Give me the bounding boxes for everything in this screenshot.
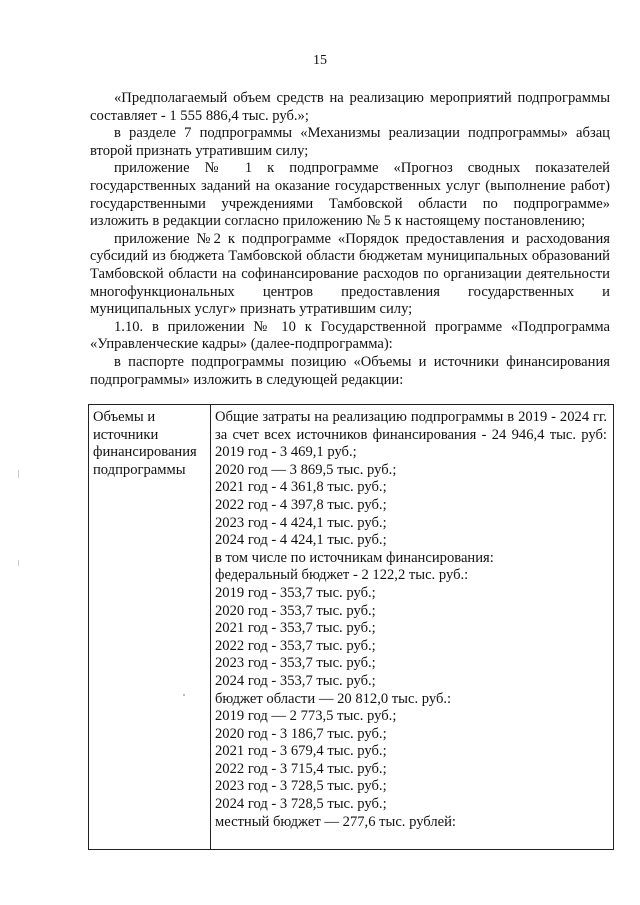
- scan-artifact: [183, 694, 185, 696]
- local-budget-heading: местный бюджет — 277,6 тыс. рублей:: [215, 813, 456, 830]
- federal-year-line: 2024 год - 353,7 тыс. руб.;: [215, 672, 376, 689]
- paragraph-1-10: 1.10. в приложении № 10 к Государственной программе «Подпрограмма «Управленческие кадры» (далее-подпрограмма):: [90, 318, 610, 353]
- paragraph-appendix-2: приложение №2 к подпрограмме «Порядок предоставления и расходования субсидий из бюджета Тамбовской области бюджетам муниципальных образований Тамбовской области на софинансирование расходов по организации деятельности многофункциональных центров предоставления государственных и муниципальных услуг» признать утратившим силу;: [90, 230, 610, 318]
- paragraph-passport: в паспорте подпрограммы позицию «Объемы и источники финансирования подпрограммы» изложить в следующей редакции:: [90, 353, 610, 388]
- paragraph-appendix-1: приложение № 1 к подпрограмме «Прогноз сводных показателей государственных заданий на оказание государственных услуг (выполнение работ) государственными учреждениями Тамбовской области по подпрограмме» изложить в редакции согласно приложению № 5 к настоящему постановлению;: [90, 160, 610, 230]
- total-year-line: 2020 год — 3 869,5 тыс. руб.;: [215, 461, 397, 478]
- paragraph-planned-funds: «Предполагаемый объем средств на реализацию мероприятий подпрограммы составляет - 1 555 886,4 тыс. руб.»;: [90, 90, 610, 124]
- federal-year-line: 2022 год - 353,7 тыс. руб.;: [215, 637, 376, 654]
- regional-year-line: 2019 год — 2 773,5 тыс. руб.;: [215, 708, 397, 725]
- federal-year-line: 2021 год - 353,7 тыс. руб.;: [215, 620, 376, 637]
- regional-year-line: 2021 год - 3 679,4 тыс. руб.;: [215, 743, 387, 760]
- funding-table-value-cell: [211, 405, 613, 849]
- total-year-line: 2023 год - 4 424,1 тыс. руб.;: [215, 514, 387, 531]
- federal-year-line: 2023 год - 353,7 тыс. руб.;: [215, 655, 376, 672]
- regional-year-line: 2020 год - 3 186,7 тыс. руб.;: [215, 725, 387, 742]
- scan-artifact: [18, 560, 19, 566]
- paragraph-section-7: в разделе 7 подпрограммы «Механизмы реализации подпрограммы» абзац второй признать утратившим силу;: [90, 125, 610, 159]
- federal-year-line: 2019 год - 353,7 тыс. руб.;: [215, 584, 376, 601]
- total-year-line: 2022 год - 4 397,8 тыс. руб.;: [215, 496, 387, 513]
- funding-table-label-cell: Объемы и источники финансирования подпрограммы: [89, 405, 211, 849]
- federal-year-line: 2020 год - 353,7 тыс. руб.;: [215, 602, 376, 619]
- total-year-line: 2024 год - 4 424,1 тыс. руб.;: [215, 532, 387, 549]
- funding-table: [88, 404, 614, 850]
- regional-year-line: 2024 год - 3 728,5 тыс. руб.;: [215, 796, 387, 813]
- total-year-line: 2021 год - 4 361,8 тыс. руб.;: [215, 479, 387, 496]
- total-year-line: 2019 год - 3 469,1 руб.;: [215, 444, 357, 461]
- sources-heading: в том числе по источникам финансирования:: [215, 549, 494, 566]
- funding-intro: Общие затраты на реализацию подпрограммы в 2019 - 2024 гг. за счет всех источников финансирования - 24 946,4 тыс. руб:: [215, 409, 607, 443]
- page-number: 15: [313, 53, 327, 68]
- document-body: [90, 90, 610, 389]
- scan-artifact: [18, 470, 19, 478]
- regional-budget-heading: бюджет области — 20 812,0 тыс. руб.:: [215, 690, 452, 707]
- regional-year-line: 2023 год - 3 728,5 тыс. руб.;: [215, 778, 387, 795]
- regional-year-line: 2022 год - 3 715,4 тыс. руб.;: [215, 760, 387, 777]
- federal-budget-heading: федеральный бюджет - 2 122,2 тыс. руб.:: [215, 567, 469, 584]
